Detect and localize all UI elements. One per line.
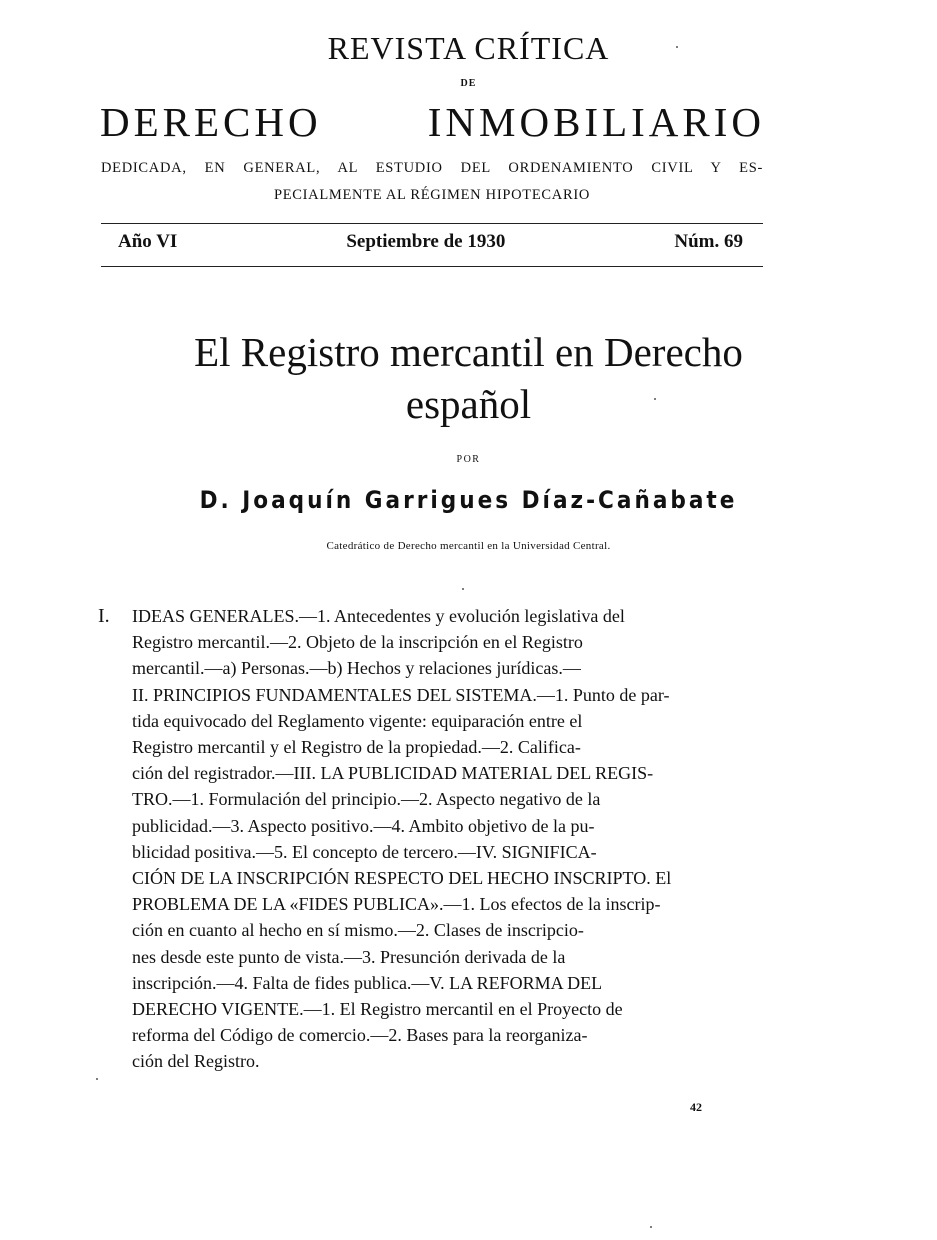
summary-line: TRO.—1. Formulación del principio.—2. Aspecto negativo de la — [132, 789, 601, 810]
journal-title: DERECHO INMOBILIARIO — [100, 99, 765, 145]
print-speck — [676, 46, 678, 48]
issue-date: Septiembre de 1930 — [346, 231, 506, 252]
summary-line: ción del Registro. — [132, 1051, 260, 1072]
summary-line: IDEAS GENERALES.—1. Antecedentes y evolución legislativa del — [132, 606, 625, 626]
byline-por: POR — [456, 454, 481, 465]
top-rule — [101, 223, 763, 224]
print-speck — [96, 1078, 98, 1080]
issue-number: Núm. 69 — [674, 231, 743, 252]
summary-line: ción del registrador.—III. LA PUBLICIDAD MATERIAL DEL REGIS- — [132, 763, 654, 784]
summary-line: II. PRINCIPIOS FUNDAMENTALES DEL SISTEMA.—1. Punto de par- — [132, 684, 670, 705]
summary-line: mercantil.—a) Personas.—b) Hechos y relaciones jurídicas.— — [132, 658, 581, 679]
summary-line: publicidad.—3. Aspecto positivo.—4. Ambito objetivo de la pu- — [132, 815, 595, 836]
author-affiliation: Catedrático de Derecho mercantil en la Universidad Central. — [326, 540, 611, 552]
journal-name-line1: REVISTA CRÍTICA — [327, 30, 610, 66]
summary-line: inscripción.—4. Falta de fides publica.—V. LA REFORMA DEL — [132, 972, 603, 993]
journal-name-connector: DE — [460, 78, 477, 89]
author-name: D. Joaquín Garrigues Díaz-Cañabate — [199, 486, 738, 514]
summary-line: Registro mercantil.—2. Objeto de la inscripción en el Registro — [132, 632, 583, 653]
journal-subtitle-line2: PECIALMENTE AL RÉGIMEN HIPOTECARIO — [273, 187, 591, 203]
summary-line: CIÓN DE LA INSCRIPCIÓN RESPECTO DEL HECHO INSCRIPTO. El — [132, 868, 672, 889]
summary-numeral: I. — [98, 605, 110, 627]
article-title-line2: español — [405, 381, 532, 427]
journal-subtitle-line1: DEDICADA, EN GENERAL, AL ESTUDIO DEL ORDENAMIENTO CIVIL Y ES- — [101, 160, 763, 176]
print-speck — [654, 398, 656, 400]
summary-line: PROBLEMA DE LA «FIDES PUBLICA».—1. Los efectos de la inscrip- — [132, 894, 661, 915]
print-speck — [650, 1226, 652, 1228]
summary-line: DERECHO VIGENTE.—1. El Registro mercantil en el Proyecto de — [132, 999, 623, 1020]
article-title-line1: El Registro mercantil en Derecho — [194, 329, 743, 375]
summary-line: ción en cuanto al hecho en sí mismo.—2. Clases de inscripcio- — [132, 920, 584, 941]
summary-line: Registro mercantil y el Registro de la propiedad.—2. Califica- — [132, 737, 581, 758]
summary-line: blicidad positiva.—5. El concepto de tercero.—IV. SIGNIFICA- — [132, 841, 597, 862]
print-speck — [462, 588, 464, 590]
summary-line: reforma del Código de comercio.—2. Bases para la reorganiza- — [132, 1025, 588, 1046]
bottom-rule — [101, 266, 763, 267]
issue-year: Año VI — [118, 231, 178, 252]
page-number: 42 — [690, 1100, 702, 1114]
article-title — [0, 326, 937, 430]
summary-line: tida equivocado del Reglamento vigente: equiparación entre el — [132, 710, 583, 731]
summary-body — [132, 603, 764, 1075]
summary-line: nes desde este punto de vista.—3. Presunción derivada de la — [132, 946, 566, 967]
article-summary — [98, 603, 764, 1075]
issue-info-bar — [118, 231, 743, 253]
